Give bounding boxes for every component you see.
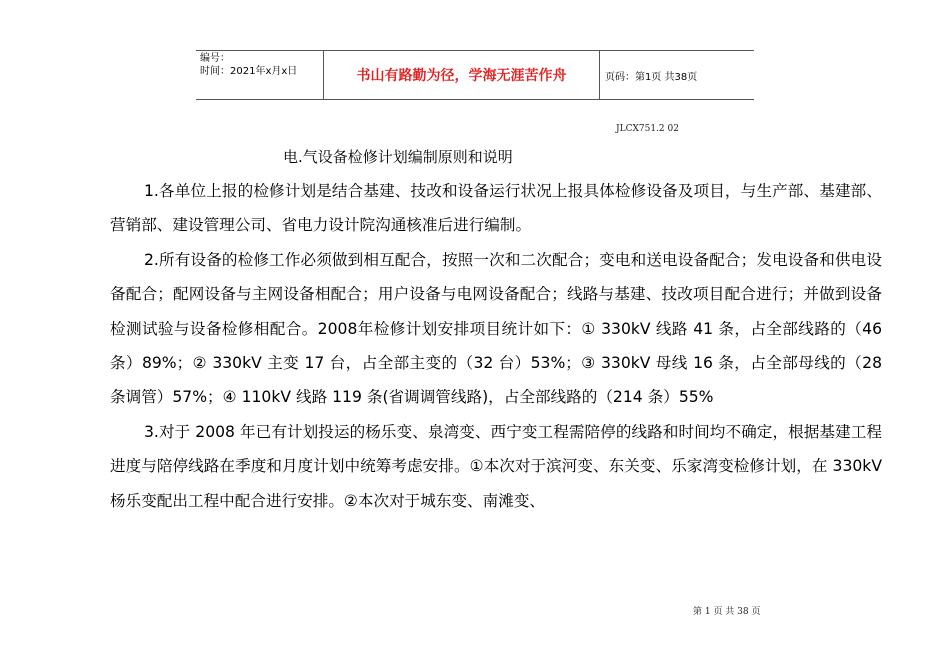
header-meta-cell [196,51,324,99]
number-label: 编号： [200,53,230,64]
document-title: 电.气设备检修计划编制原则和说明 [283,148,513,166]
header-motto-cell [324,51,600,99]
page-footer: 第 1 页 共 38 页 [693,607,761,617]
page-code: 页码：第1页 共38页 [605,71,698,83]
document-code: JLCX751.2 02 [616,124,679,134]
date-label: 时间：2021年x月x日 [200,66,298,77]
document-header [196,50,754,100]
paragraph-3: 3.对于 2008 年已有计划投运的杨乐变、泉湾变、西宁变工程需陪停的线路和时间均不确定，根据基建工程进度与陪停线路在季度和月度计划中统筹考虑安排。①本次对于滨河变、东关变、乐家湾变检修计划，在 330kV 杨乐变配出工程中配合进行安排。②本次对于城东变、南滩变、 [110,422,882,510]
document-body [110,174,882,518]
paragraph-2: 2.所有设备的检修工作必须做到相互配合，按照一次和二次配合；变电和送电设备配合；发电设备和供电设备配合；配网设备与主网设备相配合；用户设备与电网设备配合；线路与基建、技改项目配合进行；并做到设备检测试验与设备检修相配合。2008年检修计划安排项目统计如下：① 330kV 线路 41 条，占全部线路的（46 条）89%；② 330kV 主变 17 台，占全部主变的（32 台）53%；③ 330kV 母线 16 条，占全部母线的（28 条调管）57%；④ 110kV 线路 119 条(省调调管线路)，占全部线路的（214 条）55% [110,250,882,407]
header-page-cell [600,51,754,99]
paragraph-1: 1.各单位上报的检修计划是结合基建、技改和设备运行状况上报具体检修设备及项目，与生产部、基建部、营销部、建设管理公司、省电力设计院沟通核准后进行编制。 [110,182,882,235]
motto-text: 书山有路勤为径，学海无涯苦作舟 [356,68,567,84]
